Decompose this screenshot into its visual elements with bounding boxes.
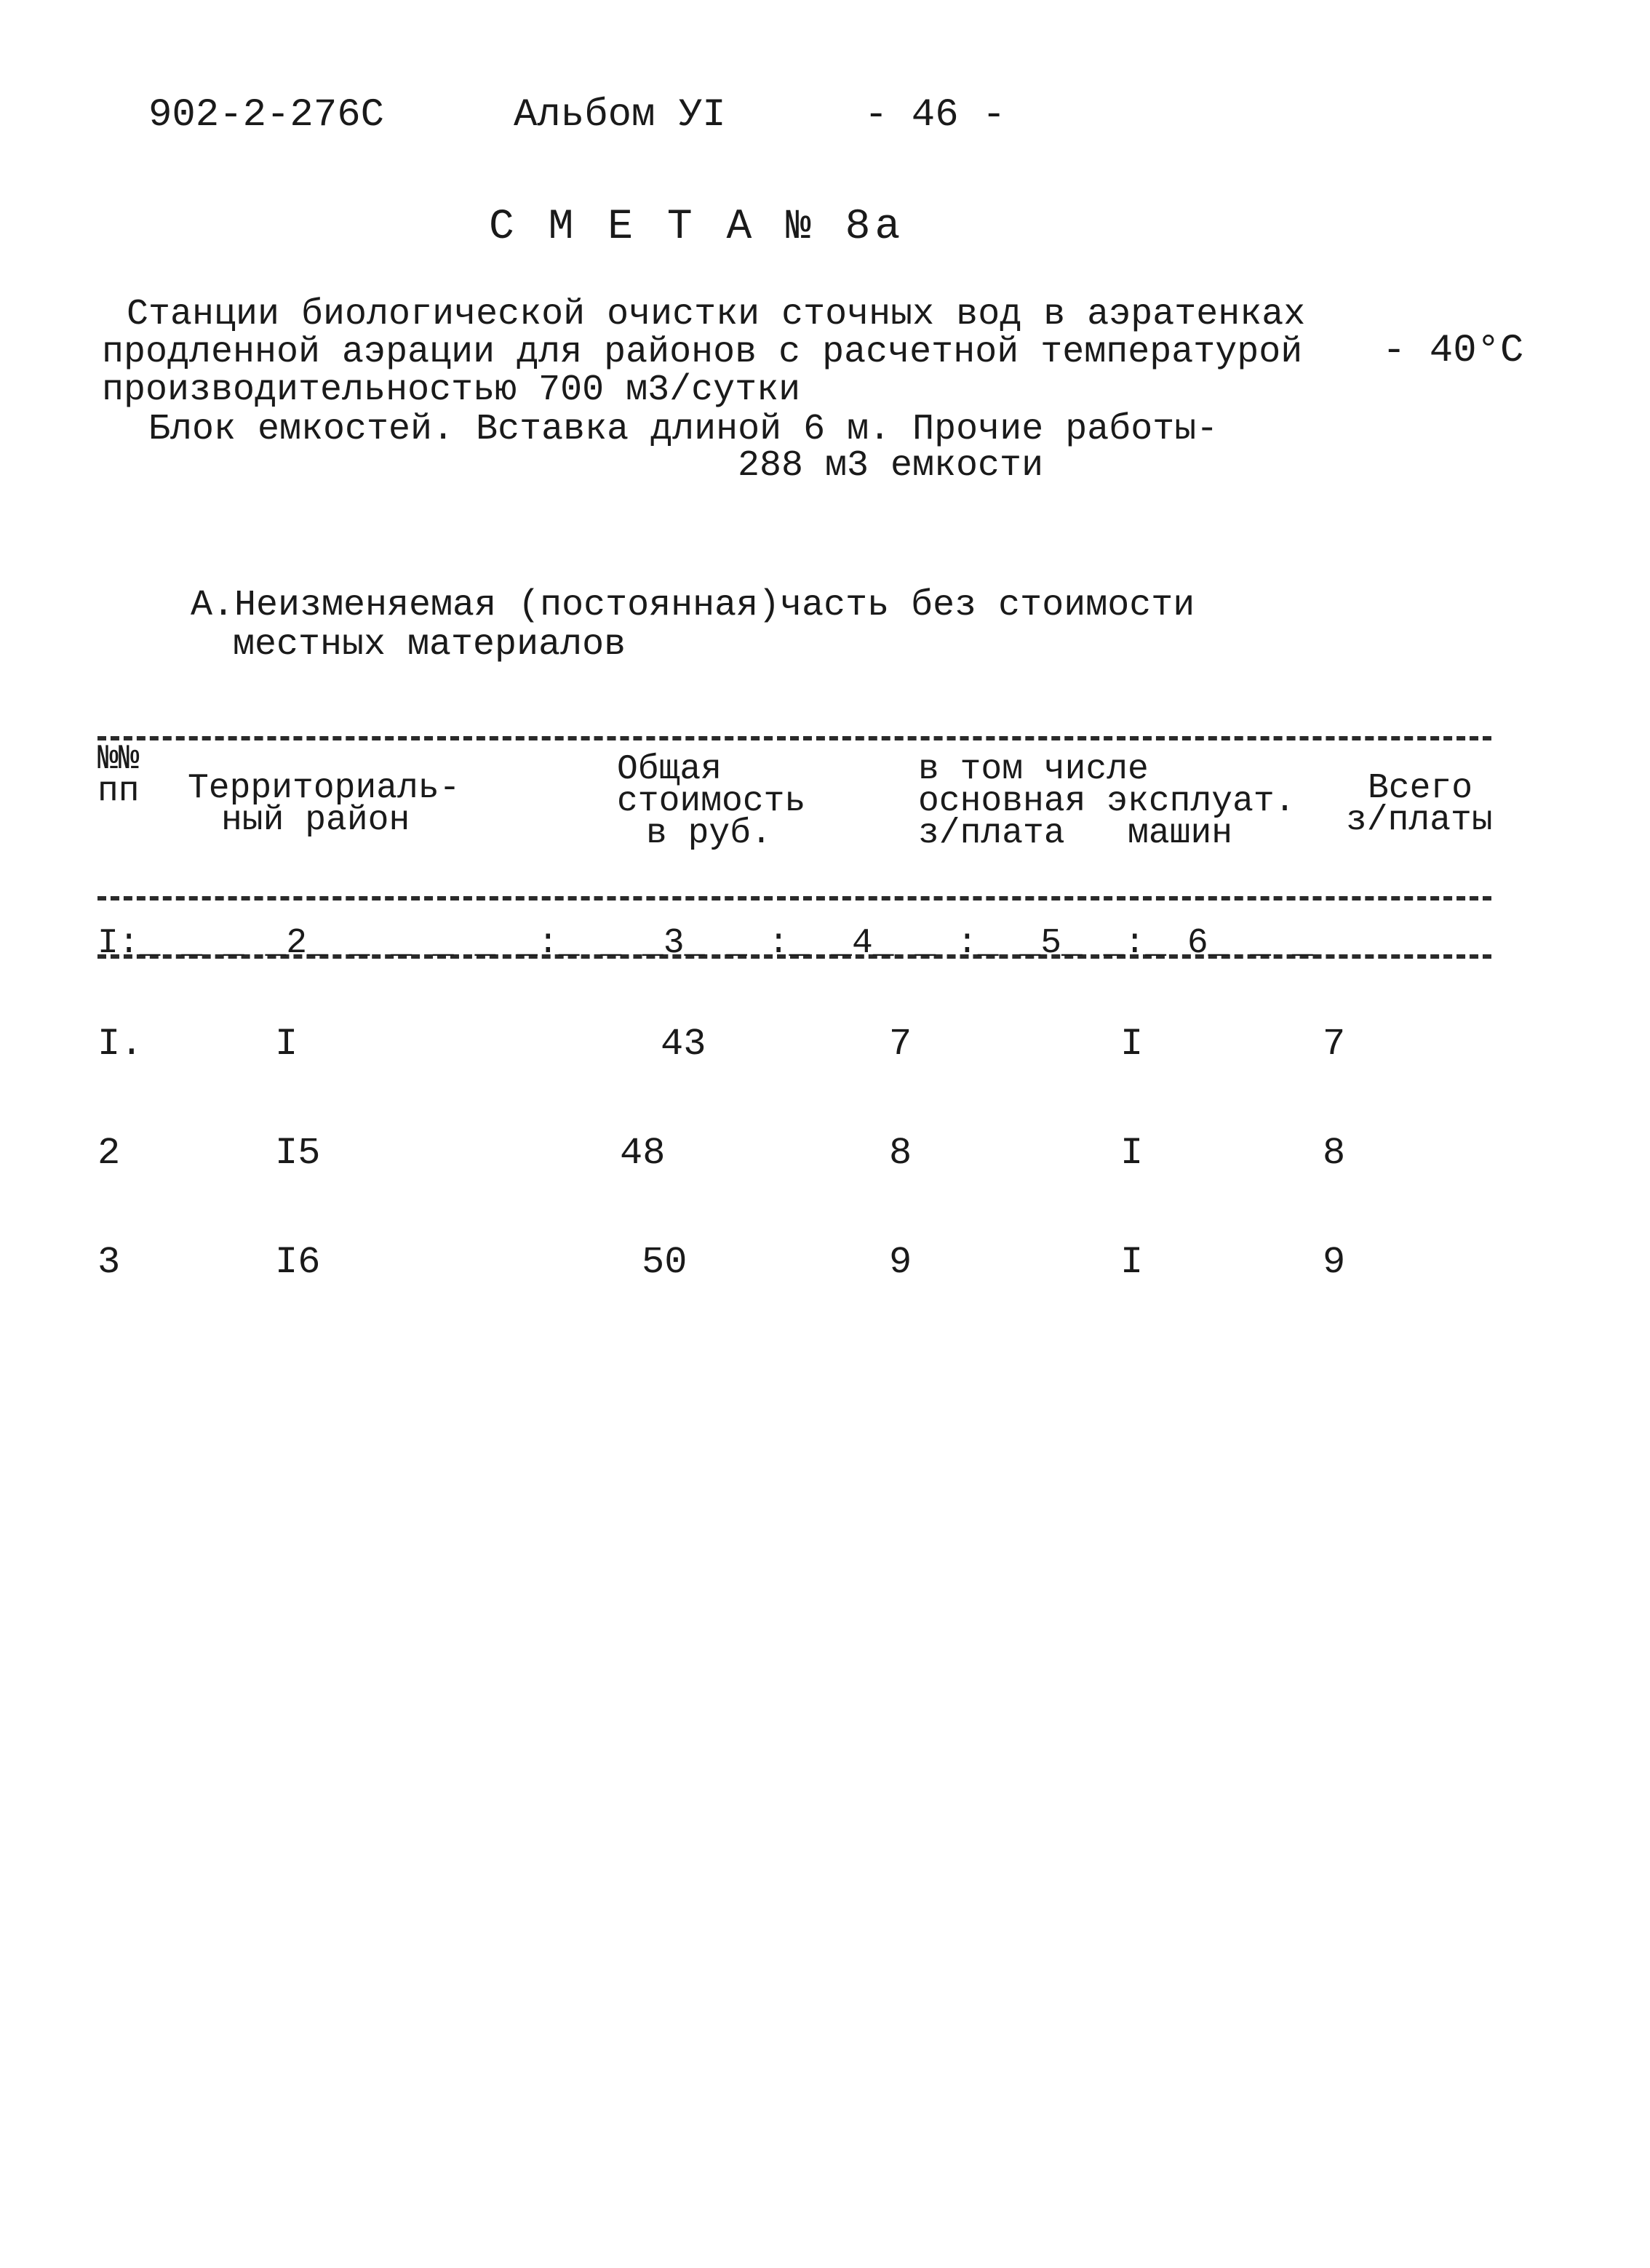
album-label: Альбом УI bbox=[514, 93, 726, 137]
description-temperature: - 40°С bbox=[1382, 329, 1524, 373]
row-2-region: I5 bbox=[275, 1132, 321, 1175]
document-code: 902-2-276С bbox=[148, 93, 385, 137]
row-1-all-wages: 7 bbox=[1323, 1023, 1346, 1066]
header-region bbox=[188, 769, 461, 840]
header-region-line-2: ный район bbox=[221, 801, 410, 840]
header-total-line-1: Общая bbox=[617, 750, 722, 789]
header-including-line-2: основная эксплуат. bbox=[918, 782, 1296, 821]
row-1-machines: I bbox=[1120, 1023, 1144, 1066]
section-heading-line-2: местных материалов bbox=[233, 624, 626, 666]
row-2-number: 2 bbox=[97, 1132, 121, 1175]
header-total-line-3: в руб. bbox=[646, 814, 772, 853]
header-row-number-line-1: №№ bbox=[97, 740, 140, 779]
row-1-number: I. bbox=[97, 1023, 143, 1066]
header-including-line-3: з/плата машин bbox=[918, 814, 1233, 853]
row-3-wage: 9 bbox=[889, 1241, 912, 1284]
row-1-total: 43 bbox=[661, 1023, 706, 1066]
description-line-2: продленной аэрации для районов с расчетной температурой bbox=[102, 332, 1303, 373]
row-2-total: 48 bbox=[620, 1132, 666, 1175]
row-2-machines: I bbox=[1120, 1132, 1144, 1175]
table-top-rule bbox=[97, 736, 1491, 740]
header-including bbox=[918, 750, 1296, 853]
description-line-1: Станции биологической очистки сточных вод в аэратенках bbox=[127, 294, 1306, 335]
row-1-wage: 7 bbox=[889, 1023, 912, 1066]
description-line-5: 288 м3 емкости bbox=[738, 445, 1044, 487]
description-line-3: производительностью 700 м3/сутки bbox=[102, 370, 801, 411]
header-total-line-2: стоимость bbox=[617, 782, 806, 821]
row-3-total: 50 bbox=[642, 1241, 688, 1284]
row-2-wage: 8 bbox=[889, 1132, 912, 1175]
column-numbers-row: I:_ _ _ _2_ _ _ _ _ _:_ _ _3_ _ :_ _4_ _ :_ _5_ _:_ 6_ _ _ bbox=[97, 924, 1313, 963]
header-row-number bbox=[97, 740, 140, 811]
header-total-wages-line-1: Всего bbox=[1368, 769, 1473, 808]
header-total-cost bbox=[617, 750, 806, 853]
page-number: - 46 - bbox=[864, 93, 1006, 137]
description-line-4: Блок емкостей. Вставка длиной 6 м. Прочие работы- bbox=[148, 409, 1219, 450]
row-3-all-wages: 9 bbox=[1323, 1241, 1346, 1284]
estimate-title: С М Е Т А № 8а bbox=[489, 204, 905, 251]
header-including-line-1: в том числе bbox=[918, 750, 1149, 789]
row-1-region: I bbox=[275, 1023, 298, 1066]
header-region-line-1: Территориаль- bbox=[188, 769, 461, 808]
row-3-region: I6 bbox=[275, 1241, 321, 1284]
table-header-rule bbox=[97, 896, 1491, 901]
section-heading-line-1: А.Неизменяемая (постоянная)часть без стоимости bbox=[191, 585, 1195, 626]
header-total-wages-line-2: з/платы bbox=[1346, 801, 1493, 840]
row-2-all-wages: 8 bbox=[1323, 1132, 1346, 1175]
row-3-number: 3 bbox=[97, 1241, 121, 1284]
header-total-wages bbox=[1346, 769, 1493, 840]
header-row-number-line-2: пп bbox=[97, 772, 140, 811]
row-3-machines: I bbox=[1120, 1241, 1144, 1284]
